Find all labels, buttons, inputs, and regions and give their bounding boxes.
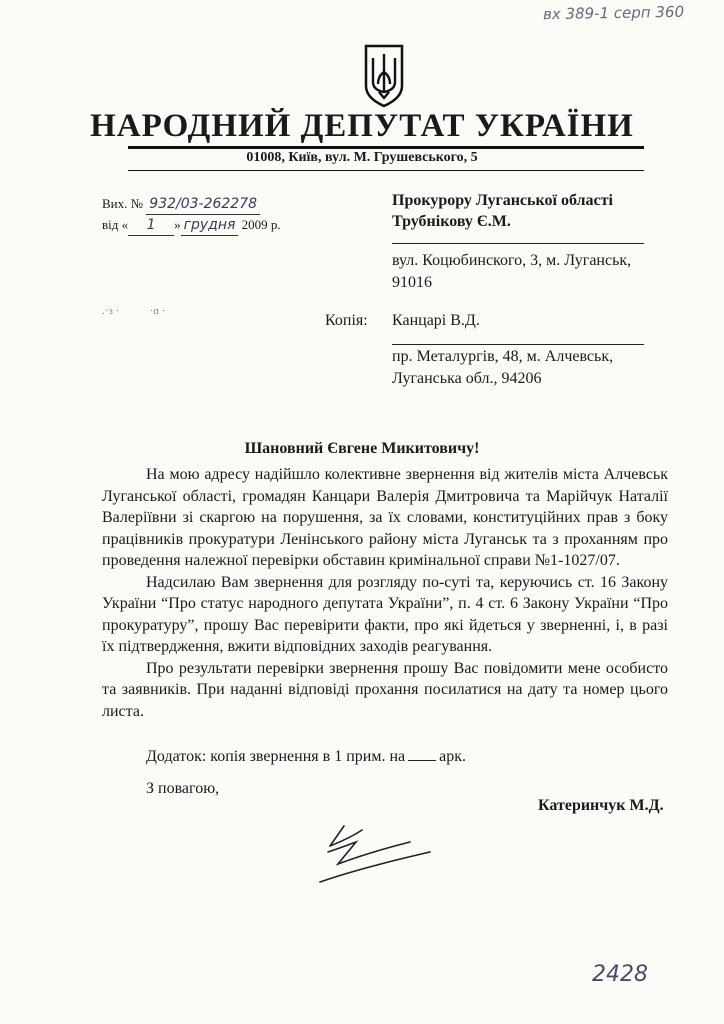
recipient-block — [392, 190, 613, 232]
body-paragraph-1: На мою адресу надійшло колективне звернення від жителів міста Алчевськ Луганської області, громадян Канцари Валерія Дмитровича та Марійчук Наталії Валеріївни зі скаргою на порушення, за їх словами, конституційних прав з боку працівників прокуратури Ленінського району міста Луганськ та з проханням про проведення належної перевірки обставин кримінальної справи №1-1027/07. — [102, 466, 668, 569]
stray-marks: .·ɜ · ·ɑ · — [102, 305, 166, 317]
copy-recipient-name: Канцарі В.Д. — [392, 312, 480, 329]
trident-emblem-icon — [360, 42, 408, 108]
outgoing-date-day: 1 — [128, 215, 174, 236]
copy-address-line2: Луганська обл., 94206 — [392, 370, 542, 387]
copy-label: Копія: — [325, 312, 368, 329]
recipient-title: Прокурору Луганської області — [392, 192, 613, 209]
letterhead-rule — [128, 146, 644, 149]
handwritten-incoming-note: вх 389-1 серп 360 — [542, 2, 685, 24]
outgoing-date-year: 2009 р. — [241, 217, 281, 232]
salutation: Шановний Євгене Микитовичу! — [244, 440, 480, 457]
letterhead-rule-thin — [128, 170, 644, 171]
copy-blank-line — [392, 344, 644, 345]
outgoing-date-label: від « — [102, 217, 129, 232]
recipient-address-line1: вул. Коцюбинского, 3, м. Луганськ, — [392, 252, 632, 269]
letter-body — [102, 464, 668, 722]
attachment-blank — [408, 746, 436, 761]
outgoing-date-quote: » — [174, 217, 181, 232]
attachment-text: Додаток: копія звернення в 1 прим. на — [146, 748, 406, 765]
copy-address — [392, 346, 613, 390]
outgoing-date-month: грудня — [181, 215, 239, 236]
letterhead-address: 01008, Київ, вул. М. Грушевського, 5 — [246, 150, 478, 165]
recipient-blank-line — [392, 243, 644, 244]
recipient-name: Трубнікову Є.М. — [392, 213, 511, 230]
body-paragraph-2: Надсилаю Вам звернення для розгляду по-суті та, керуючись ст. 16 Закону України “Про статус народного депутата України”, п. 4 ст. 6 Закону України “Про прокуратуру”, прошу Вас перевірити факти, про які йдеться у зверненні, і, в разі їх підтвердження, вжити відповідних заходів реагування. — [102, 573, 668, 655]
outgoing-reference — [102, 194, 281, 236]
attachment-unit: арк. — [439, 748, 466, 765]
signer-name: Катеринчук М.Д. — [538, 797, 664, 814]
recipient-address-line2: 91016 — [392, 274, 432, 291]
closing-regards: З повагою, — [146, 780, 220, 797]
handwritten-page-number: 2428 — [592, 962, 648, 987]
recipient-address — [392, 250, 631, 294]
body-paragraph-3: Про результати перевірки звернення прошу Вас повідомити мене особисто та заявників. При наданні відповіді прохання посилатися на дату та номер цього листа. — [102, 659, 668, 720]
outgoing-number-label: Вих. № — [102, 196, 144, 211]
copy-address-line1: пр. Металургів, 48, м. Алчевськ, — [392, 348, 614, 365]
outgoing-number: 932/03-262278 — [146, 194, 260, 215]
attachment-line — [146, 746, 466, 766]
letterhead-title: НАРОДНИЙ ДЕПУТАТ УКРАЇНИ — [90, 108, 634, 144]
handwritten-signature — [300, 812, 440, 892]
